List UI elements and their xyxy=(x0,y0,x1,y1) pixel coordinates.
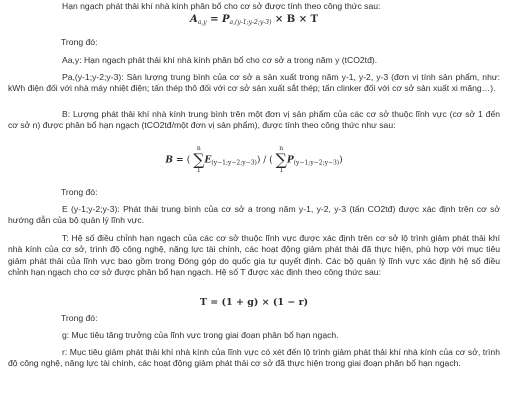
definition-a: Aa,y: Hạn ngạch phát thải khí nhà kính phân bổ cho cơ sở a trong năm y (tCO2tđ). xyxy=(62,55,378,65)
formula-b-p: P xyxy=(286,155,294,166)
formula-b-e-sub: (y−1;y−2;y−3) xyxy=(211,159,257,167)
definition-t: T: Hệ số điều chỉnh hạn ngạch của các cơ sở thuộc lĩnh vực được xác định trên cơ sở lộ trình giảm phát thải khí nhà kính của cơ sở, trình độ công nghệ, năng lực tài chính, các hoạt động giảm phát thải đã thực hiện, phù hợp với mục tiêu giảm phát thải của lĩnh vực bao gồm trong Đóng góp do quốc gia tự quyết định. Các bộ quản lý lĩnh vực xác định hệ số điều chỉnh hạn ngạch cho cơ sở được phân bổ hạn ngạch. Hệ số T được xác định theo công thức sau: xyxy=(8,233,500,278)
formula-b xyxy=(0,146,508,174)
trong-do-label-2: Trong đó: xyxy=(61,187,98,197)
definition-r: r: Mục tiêu giảm phát thải khí nhà kính của lĩnh vực có xét đến lộ trình giảm phát thải khí nhà kính của cơ sở, trình độ công nghệ, năng lực tài chính, các hoạt động giảm phát thải cơ sở đã thực hiện trong giai đoạn phân bổ hạn ngạch. xyxy=(8,347,500,369)
formula-t: T = (1 + g) × (1 − r) xyxy=(199,297,309,308)
sum-symbol-2: n ∑ 1 xyxy=(275,145,287,174)
definition-g: g: Mục tiêu tăng trưởng của lĩnh vực trong giai đoạn phân bổ hạn ngạch. xyxy=(62,330,339,340)
formula-a-p-sub: a,(y-1;y-2;y-3) xyxy=(229,19,272,26)
intro-paragraph: Hạn ngạch phát thải khí nhà kính phân bổ cho cơ sở được tính theo công thức sau: xyxy=(62,1,381,11)
sum-1-upper: n xyxy=(196,145,201,152)
formula-b-mid: ) / ( xyxy=(256,155,273,166)
sum-symbol-1: n ∑ 1 xyxy=(193,145,205,174)
definition-e: E (y-1;y-2;y-3): Phát thải trung bình của cơ sở a trong năm y-1, y-2, y-3 (tấn CO2tđ) được xác định trên cơ sở hướng dẫn của bộ quản lý lĩnh vực. xyxy=(8,204,500,226)
definition-p: Pa,(y-1;y-2;y-3): Sản lượng trung bình của cơ sở a sản xuất trong năm y-1, y-2, y-3 (đơn vị tính sản phẩm, như: kWh điện đối với nhà máy nhiệt điện; tấn thép thô đối với cơ sở sản xuất sắt thép; tấn clinker đối với cơ sở sản xuất xi măng…). xyxy=(8,72,500,94)
formula-b-close-paren: ) xyxy=(339,155,343,166)
sum-2-lower: 1 xyxy=(279,167,284,174)
definition-b: B: Lượng phát thải khí nhà kính trung bình trên một đơn vị sản phẩm của các cơ sở thuộc lĩnh vực (cơ sở 1 đến cơ sở n) được phân bổ hạn ngạch (tCO2tđ/một đơn vị sản phẩm), được tính theo công thức như sau: xyxy=(8,109,500,131)
formula-b-eq: = xyxy=(172,155,187,166)
formula-a-lhs-sub: a,y xyxy=(197,19,207,26)
formula-a-p: P xyxy=(221,14,230,25)
sum-1-lower: 1 xyxy=(196,167,201,174)
trong-do-label-1: Trong đó: xyxy=(61,37,98,47)
formula-b-lhs: B xyxy=(165,155,173,166)
formula-b-open-paren: ( xyxy=(186,155,191,166)
formula-b-e: E xyxy=(204,155,212,166)
formula-a-rest: × B × T xyxy=(271,14,318,25)
formula-b-p-sub: (y−1;y−2;y−3) xyxy=(293,159,340,167)
trong-do-label-3: Trong đó: xyxy=(61,313,98,323)
formula-a-eq: = xyxy=(206,14,222,25)
formula-a-lhs: A xyxy=(189,14,198,25)
sum-2-upper: n xyxy=(279,145,284,152)
formula-a xyxy=(0,14,508,28)
